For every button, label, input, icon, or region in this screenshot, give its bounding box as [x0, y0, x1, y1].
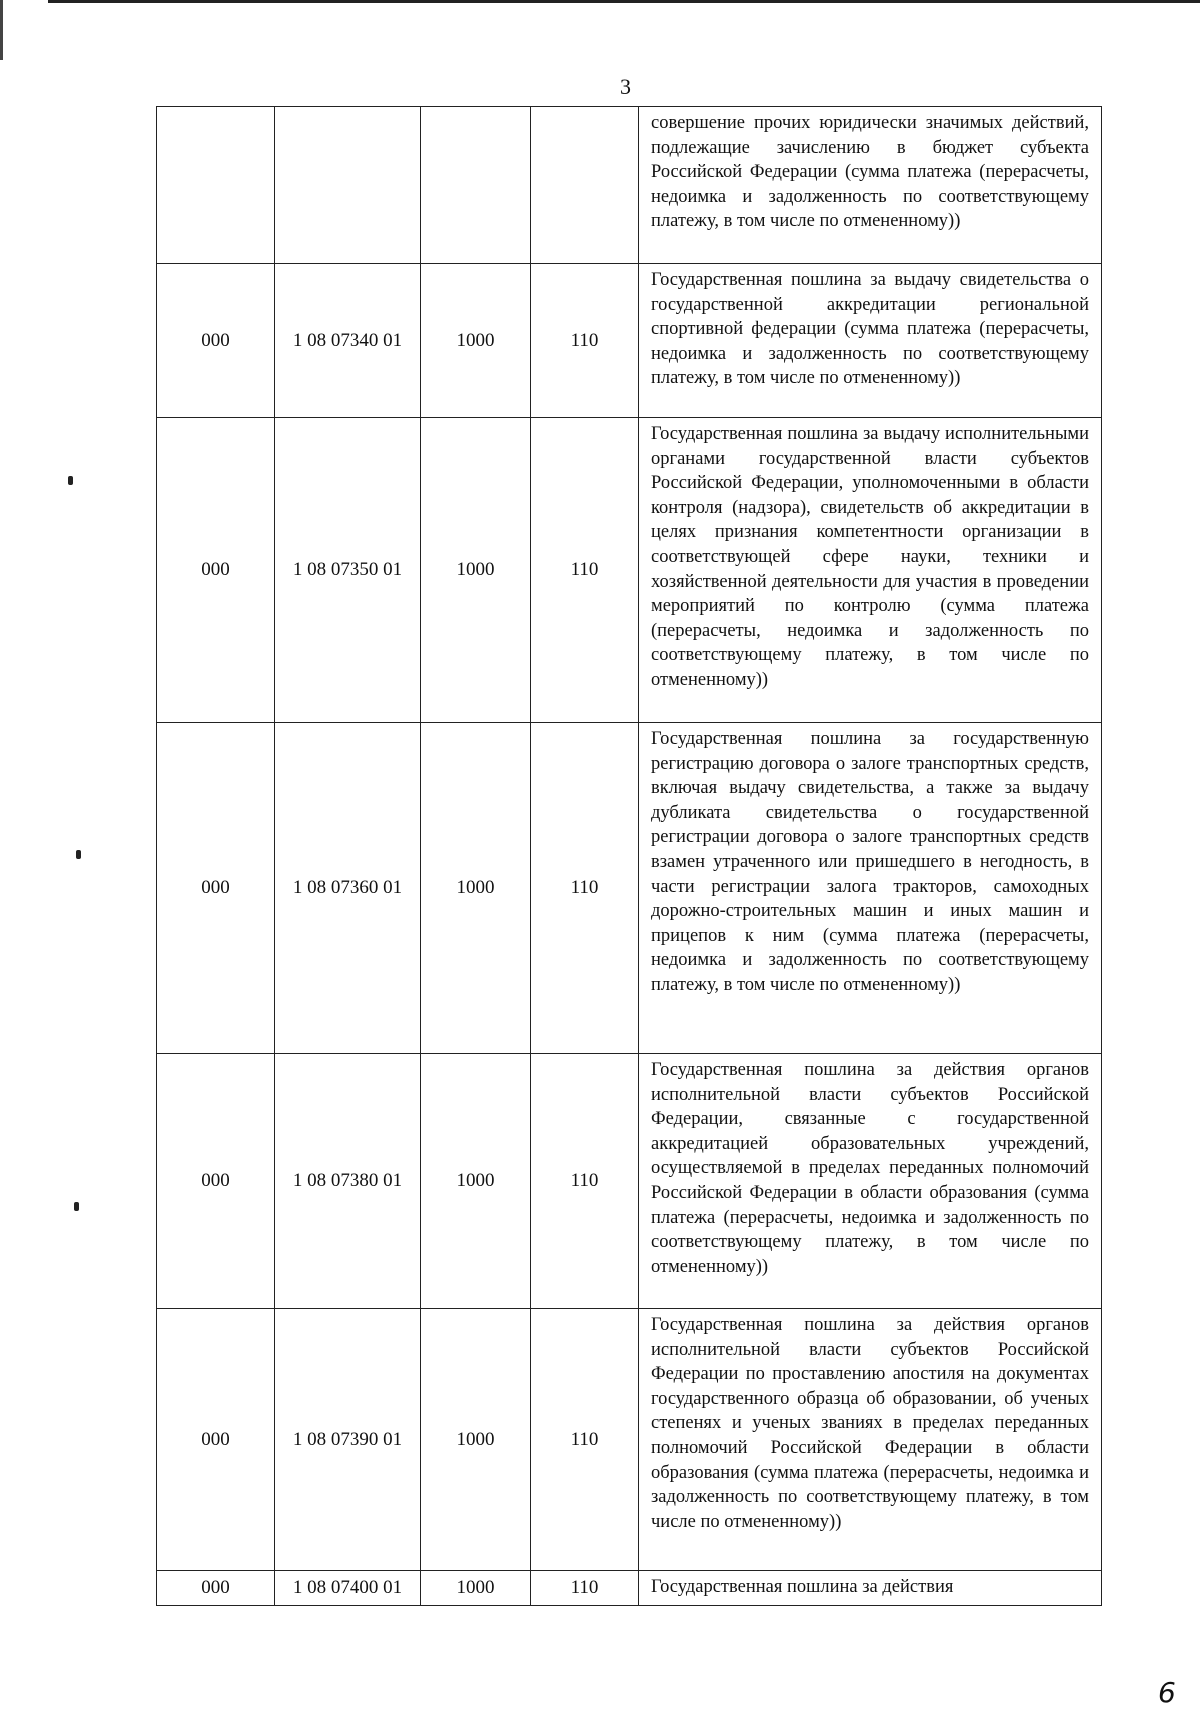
- admin-code-cell: 000: [157, 418, 275, 722]
- admin-code-cell: 000: [157, 264, 275, 417]
- table-row: [156, 722, 1102, 1053]
- kosgu-cell: 110: [531, 1571, 639, 1605]
- kosgu-cell: 110: [531, 1309, 639, 1570]
- table-row: [156, 106, 1102, 263]
- admin-code-cell: [157, 107, 275, 263]
- admin-code-cell: 000: [157, 1054, 275, 1308]
- scan-speck: [74, 1202, 79, 1211]
- kosgu-cell: 110: [531, 723, 639, 1053]
- scan-speck: [68, 476, 73, 485]
- kosgu-cell: 110: [531, 264, 639, 417]
- top-border-line: [48, 0, 1200, 3]
- kbk-code-cell: 1 08 07390 01: [275, 1309, 421, 1570]
- subcode-cell: 1000: [421, 264, 531, 417]
- description-text: Государственная пошлина за действия органов исполнительной власти субъектов Российской Федерации, связанные с государственной аккредитацией образовательных учреждений, осуществляемой в пределах переданных полномочий Российской Федерации в области образования (сумма платежа (перерасчеты, недоимка и задолженность по соответствующему платежу, в том числе по отмененному)): [651, 1060, 1089, 1277]
- kosgu-cell: [531, 107, 639, 263]
- subcode-cell: 1000: [421, 723, 531, 1053]
- page-number: 3: [620, 74, 631, 99]
- subcode-cell: [421, 107, 531, 263]
- kbk-code-cell: 1 08 07350 01: [275, 418, 421, 722]
- admin-code-cell: 000: [157, 1571, 275, 1605]
- subcode-cell: 1000: [421, 418, 531, 722]
- subcode-cell: 1000: [421, 1571, 531, 1605]
- admin-code-cell: 000: [157, 723, 275, 1053]
- kosgu-cell: 110: [531, 418, 639, 722]
- kbk-code-cell: 1 08 07340 01: [275, 264, 421, 417]
- description-text: Государственная пошлина за выдачу исполнительными органами государственной власти субъектов Российской Федерации, уполномоченными в области контроля (надзора), свидетельств об аккредитации в целях признания компетентности организации в соответствующей сфере науки, техники и хозяйственной деятельности для участия в проведении мероприятий по контролю (сумма платежа (перерасчеты, недоимка и задолженность по соответствующему платежу, в том числе по отмененному)): [651, 424, 1089, 690]
- admin-code-cell: 000: [157, 1309, 275, 1570]
- scan-speck: [76, 850, 81, 859]
- kbk-code-cell: 1 08 07360 01: [275, 723, 421, 1053]
- table-row: [156, 1308, 1102, 1570]
- kbk-code-cell: 1 08 07400 01: [275, 1571, 421, 1605]
- subcode-cell: 1000: [421, 1054, 531, 1308]
- table-row: [156, 1570, 1102, 1606]
- budget-codes-table: [156, 106, 1102, 1606]
- scan-edge-mark: [0, 0, 3, 60]
- subcode-cell: 1000: [421, 1309, 531, 1570]
- description-cell: [639, 723, 1101, 1053]
- description-text: Государственная пошлина за действия органов исполнительной власти субъектов Российской Федерации по проставлению апостиля на документах государственного образца об образовании, об ученых степенях и ученых званиях в пределах переданных полномочий Российской Федерации в области образования (сумма платежа (перерасчеты, недоимка и задолженность по соответствующему платежу, в том числе по отмененному)): [651, 1315, 1089, 1532]
- kbk-code-cell: [275, 107, 421, 263]
- description-text: Государственная пошлина за действия: [651, 1577, 954, 1597]
- description-cell: [639, 1309, 1101, 1570]
- table-row: [156, 263, 1102, 417]
- description-text: совершение прочих юридически значимых действий, подлежащие зачислению в бюджет субъекта Российской Федерации (сумма платежа (перерасчеты, недоимка и задолженность по соответствующему платежу, в том числе по отмененному)): [651, 113, 1089, 232]
- description-cell: [639, 107, 1101, 263]
- description-cell: [639, 418, 1101, 722]
- description-text: Государственная пошлина за выдачу свидетельства о государственной аккредитации региональной спортивной федерации (сумма платежа (перерасчеты, недоимка и задолженность по соответствующему платежу, в том числе по отмененному)): [651, 270, 1089, 389]
- description-text: Государственная пошлина за государственную регистрацию договора о залоге транспортных средств, включая выдачу свидетельства, а также за выдачу дубликата свидетельства о государственной регистрации договора о залоге транспортных средств взамен утраченного или пришедшего в негодность, в части регистрации залога тракторов, самоходных дорожно-строительных машин и иных машин и прицепов к ним (сумма платежа (перерасчеты, недоимка и задолженность по соответствующему платежу, в том числе по отмененному)): [651, 729, 1089, 995]
- kbk-code-cell: 1 08 07380 01: [275, 1054, 421, 1308]
- table-row: [156, 1053, 1102, 1308]
- handwritten-sheet-number: 6: [1158, 1676, 1176, 1709]
- kosgu-cell: 110: [531, 1054, 639, 1308]
- description-cell: [639, 264, 1101, 417]
- description-cell: [639, 1571, 1101, 1605]
- description-cell: [639, 1054, 1101, 1308]
- table-row: [156, 417, 1102, 722]
